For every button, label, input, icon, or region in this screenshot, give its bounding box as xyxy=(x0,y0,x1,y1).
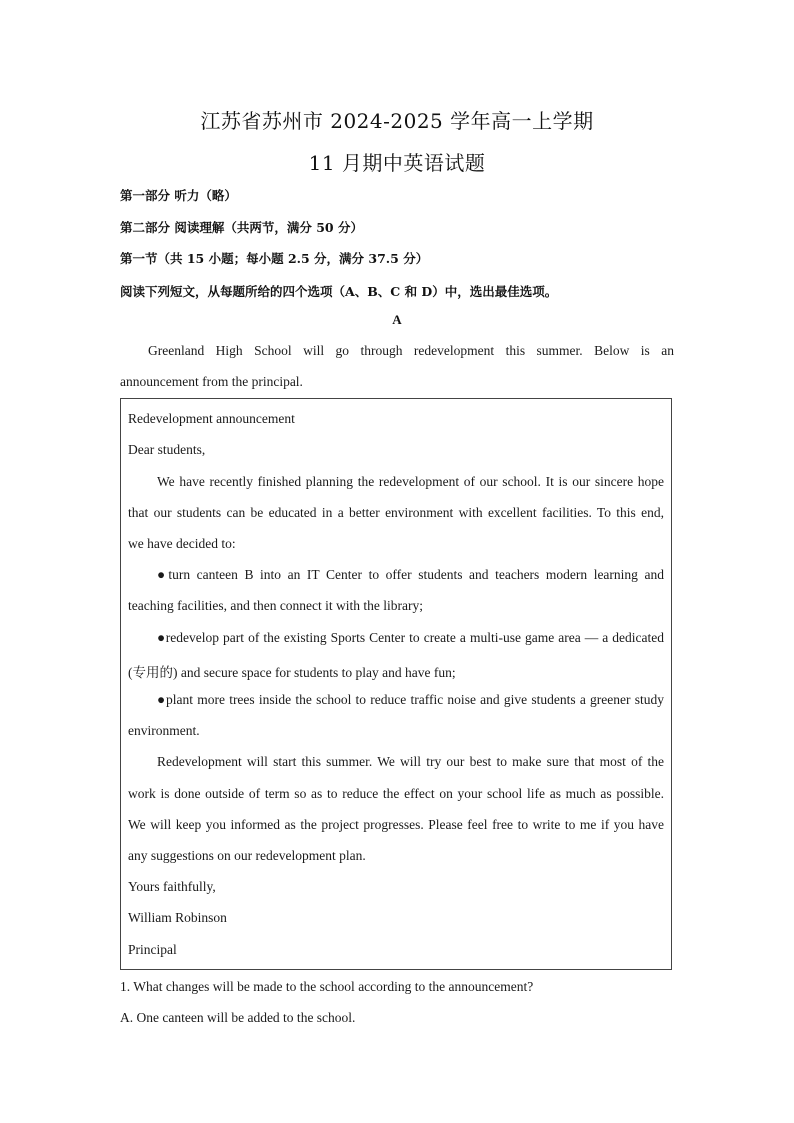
announcement-p1-line2: that our students can be educated in a better environment with excellent facilities. To this end, xyxy=(128,505,664,520)
announcement-p2-line3: We will keep you informed as the project progresses. Please feel free to write to me if you have xyxy=(128,817,664,832)
question1-option-a: A. One canteen will be added to the school. xyxy=(120,1010,356,1025)
exam-title-line2: 11 月期中英语试题 xyxy=(308,151,486,175)
bullet3-line1: ●plant more trees inside the school to reduce traffic noise and give students a greener study xyxy=(157,692,664,707)
bullet1-line2: teaching facilities, and then connect it with the library; xyxy=(128,598,424,613)
announcement-p1-line1: We have recently finished planning the redevelopment of our school. It is our sincere hope xyxy=(157,474,664,489)
bullet3-line2: environment. xyxy=(128,723,200,738)
announcement-signature: William Robinson xyxy=(128,910,227,925)
bullet1-line1: ●turn canteen B into an IT Center to offer students and teachers modern learning and xyxy=(157,567,664,582)
announcement-role: Principal xyxy=(128,942,177,957)
bullet2-line2: (专用的) and secure space for students to play and have fun; xyxy=(128,665,456,680)
announcement-p2-line4: any suggestions on our redevelopment plan. xyxy=(128,848,366,863)
bullet2-line1: ●redevelop part of the existing Sports Center to create a multi-use game area — a dedicated xyxy=(157,630,664,645)
announcement-p2-line1: Redevelopment will start this summer. We will try our best to make sure that most of the xyxy=(157,754,664,769)
part2-heading: 第二部分 阅读理解（共两节，满分 50 分） xyxy=(120,220,363,235)
passage-intro-line2: announcement from the principal. xyxy=(120,374,303,389)
part1-heading: 第一部分 听力（略） xyxy=(120,188,237,203)
question1-stem: 1. What changes will be made to the school according to the announcement? xyxy=(120,979,534,994)
announcement-p2-line2: work is done outside of term so as to reduce the effect on your school life as much as possible. xyxy=(128,786,664,801)
passage-intro-line1: Greenland High School will go through redevelopment this summer. Below is an xyxy=(148,343,674,358)
exam-title-line1: 江苏省苏州市 2024-2025 学年高一上学期 xyxy=(200,109,594,133)
passage-label: A xyxy=(392,312,402,327)
announcement-greeting: Dear students, xyxy=(128,442,206,457)
announcement-heading: Redevelopment announcement xyxy=(128,411,295,426)
instruction-text: 阅读下列短文，从每题所给的四个选项（A、B、C 和 D）中，选出最佳选项。 xyxy=(120,284,558,299)
announcement-closing: Yours faithfully, xyxy=(128,879,216,894)
announcement-p1-line3: we have decided to: xyxy=(128,536,236,551)
section1-heading: 第一节（共 15 小题；每小题 2.5 分，满分 37.5 分） xyxy=(120,251,429,266)
